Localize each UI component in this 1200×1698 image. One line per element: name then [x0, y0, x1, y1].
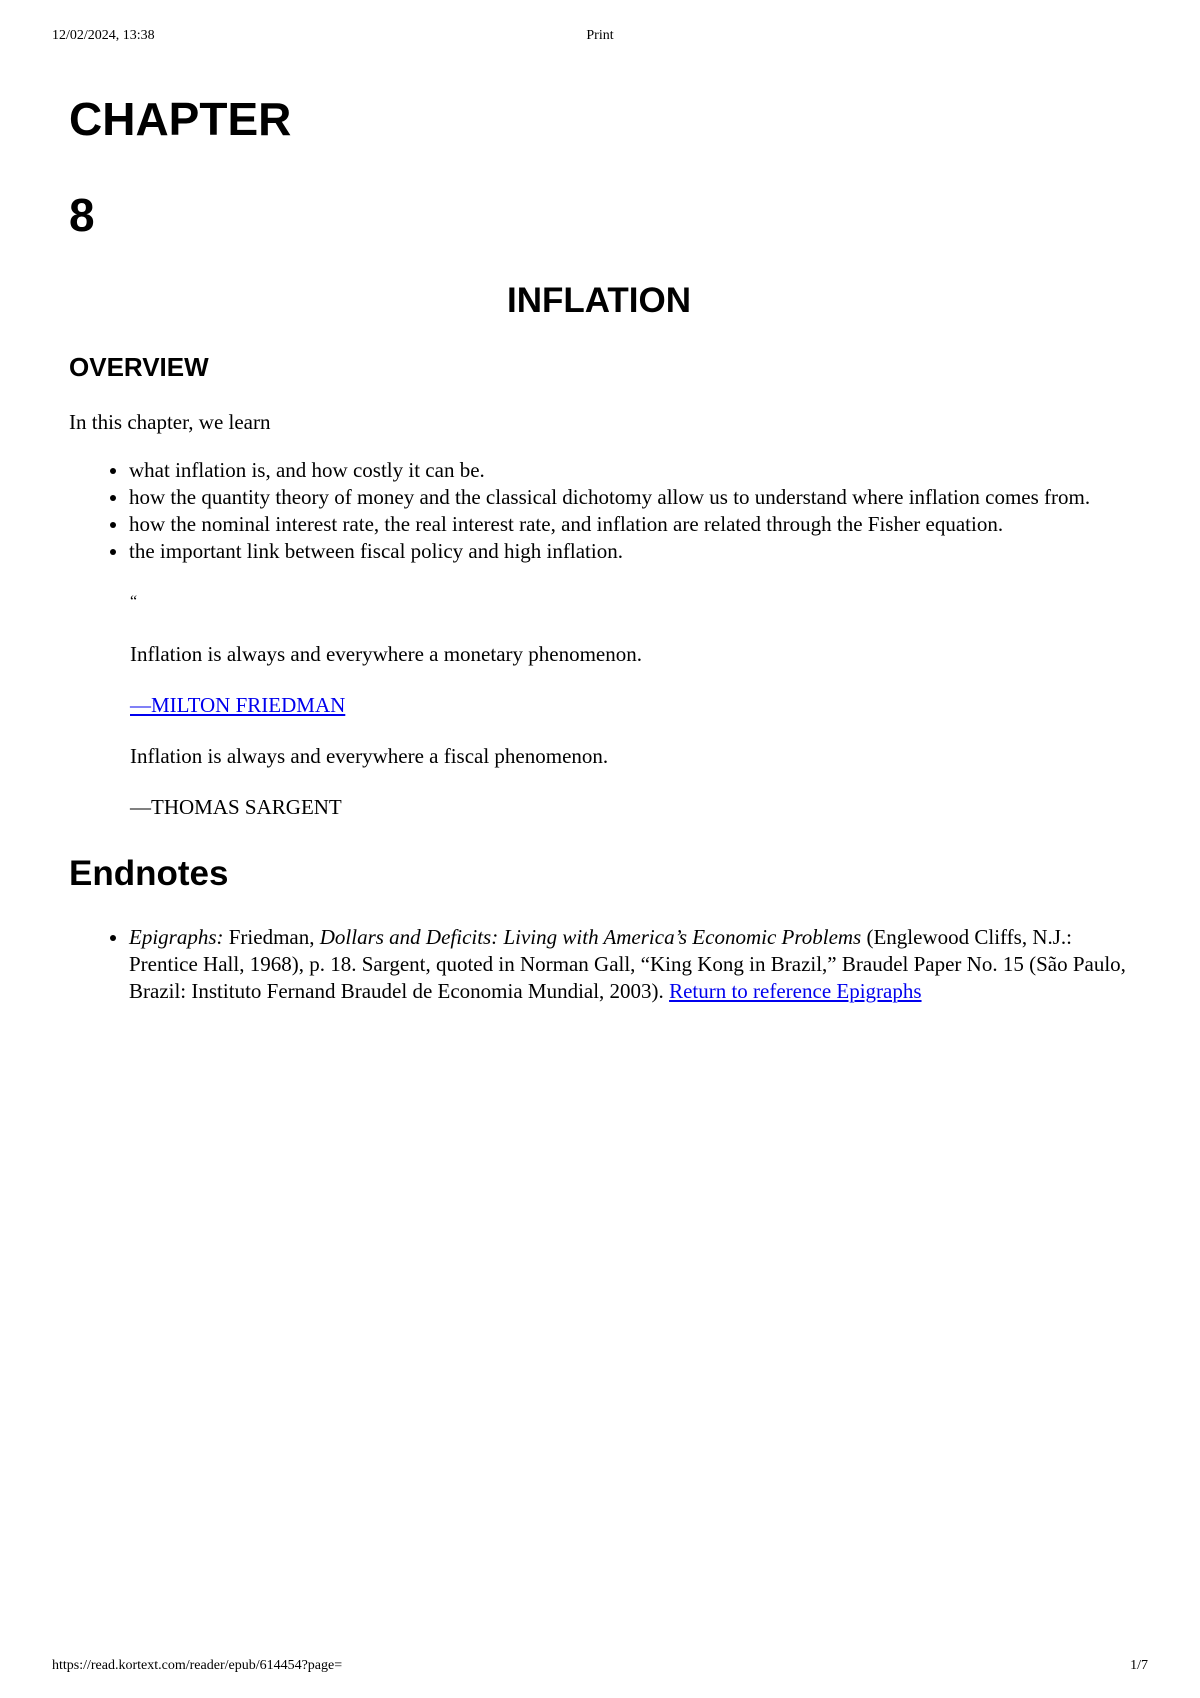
page-url: https://read.kortext.com/reader/epub/614454?page=	[52, 1658, 343, 1673]
quote-mark: “	[130, 593, 138, 610]
print-header	[52, 28, 1148, 48]
overview-intro: In this chapter, we learn	[69, 410, 271, 434]
endnote-label: Epigraphs:	[129, 925, 224, 949]
print-footer	[52, 1658, 1148, 1678]
endnote-item	[129, 924, 1129, 1005]
chapter-number: 8	[69, 189, 95, 241]
endnotes-heading: Endnotes	[69, 854, 229, 893]
page-indicator: 1/7	[1130, 1658, 1148, 1673]
epigraph	[130, 589, 1129, 820]
list-item: • the important link between fiscal policy and high inflation.	[129, 538, 1129, 565]
epigraph-quote-sargent: Inflation is always and everywhere a fiscal phenomenon.	[130, 744, 609, 768]
return-to-reference-link[interactable]: Return to reference Epigraphs	[669, 979, 922, 1003]
endnotes-list	[69, 924, 1129, 1005]
list-item: • how the quantity theory of money and the classical dichotomy allow us to understand where inflation comes from.	[129, 484, 1129, 511]
epigraph-quote-friedman: Inflation is always and everywhere a monetary phenomenon.	[130, 642, 642, 666]
chapter-title: INFLATION	[506, 281, 692, 320]
epigraph-author-sargent: —THOMAS SARGENT	[130, 795, 342, 819]
epigraph-author-friedman-link[interactable]: —MILTON FRIEDMAN	[130, 693, 346, 717]
endnote-book-title: Dollars and Deficits: Living with America’s Economic Problems	[319, 925, 862, 949]
endnote-text-part2: (Englewood Cliffs, N.J.: Prentice Hall, 1968), p. 18. Sargent, quoted in Norman Gall, “King Kong in Brazil,” Braudel Paper No. 15 (São Paulo, Brazil: Instituto Fernand Braudel de Economia Mundial, 2003).	[129, 925, 1126, 1003]
list-item: • what inflation is, and how costly it can be.	[129, 457, 1129, 484]
overview-list	[69, 457, 1129, 565]
print-title: Print	[586, 28, 614, 43]
overview-heading: OVERVIEW	[69, 352, 209, 382]
print-datetime: 12/02/2024, 13:38	[52, 28, 155, 43]
page-content	[69, 95, 1129, 1005]
chapter-label: CHAPTER	[69, 93, 292, 145]
list-item: • how the nominal interest rate, the real interest rate, and inflation are related through the Fisher equation.	[129, 511, 1129, 538]
endnote-text-part1: Friedman,	[223, 925, 320, 949]
